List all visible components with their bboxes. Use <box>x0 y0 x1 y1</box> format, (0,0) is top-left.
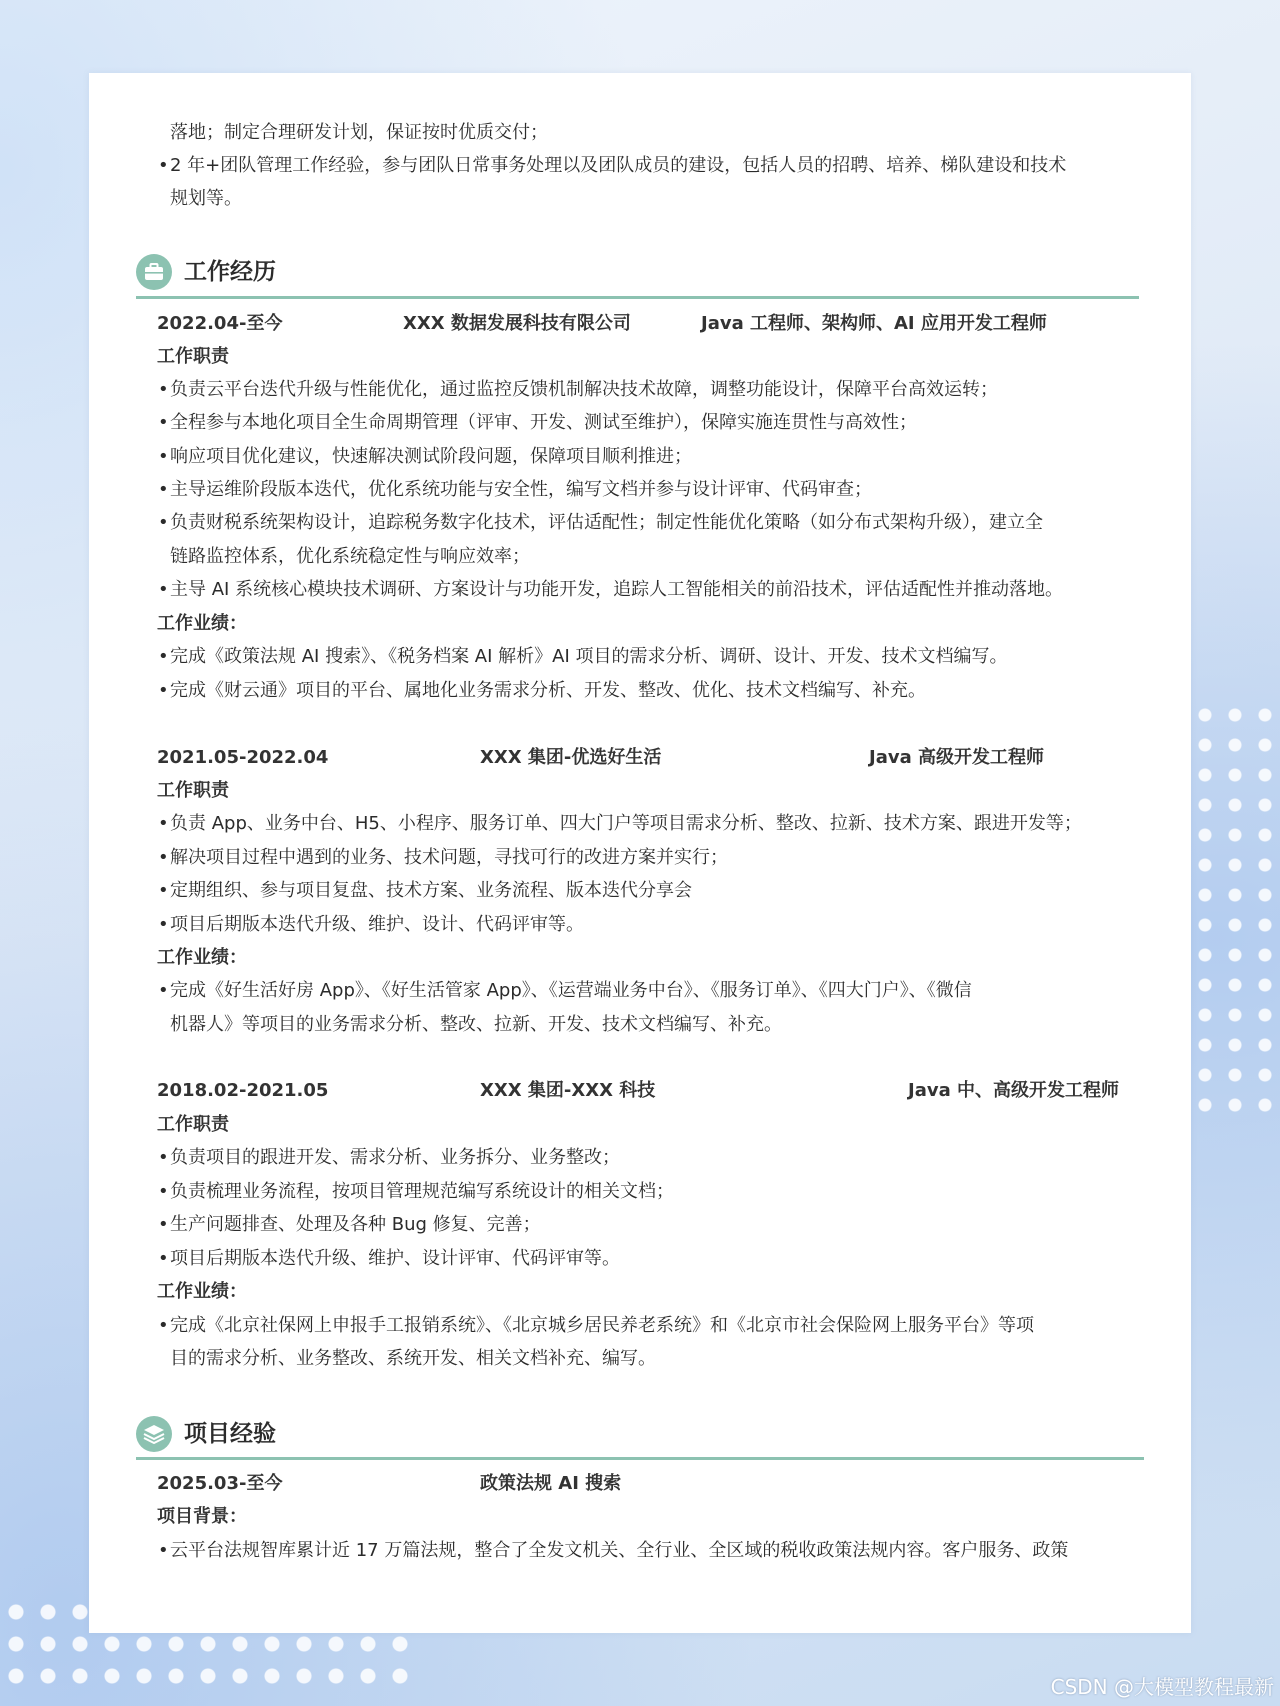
intro-line: 规划等。 <box>170 188 242 209</box>
duty-item: • 定期组织、参与项目复盘、技术方案、业务流程、版本迭代分享会 <box>170 877 692 905</box>
achievement-item-continued: 目的需求分析、业务整改、系统开发、相关文档补充、编写。 <box>170 1348 656 1369</box>
job-period: 2021.05-2022.04 <box>157 747 329 768</box>
job-role: Java 中、高级开发工程师 <box>908 1080 1119 1101</box>
project-section-rule <box>136 1457 1144 1460</box>
duties-label: 工作职责 <box>157 346 229 367</box>
job-company: XXX 集团-XXX 科技 <box>480 1080 656 1101</box>
duty-item: • 负责梳理业务流程，按项目管理规范编写系统设计的相关文档； <box>170 1178 674 1206</box>
achievement-item: • 完成《政策法规 AI 搜索》、《税务档案 AI 解析》AI 项目的需求分析、调研、设计、开发、技术文档编写。 <box>170 643 1007 671</box>
project-background-label: 项目背景： <box>157 1506 247 1527</box>
duty-item: • 全程参与本地化项目全生命周期管理（评审、开发、测试至维护），保障实施连贯性与高效性； <box>170 409 917 437</box>
decorative-dots-right <box>1190 700 1280 1120</box>
duty-item: • 负责云平台迭代升级与性能优化，通过监控反馈机制解决技术故障，调整功能设计，保障平台高效运转； <box>170 376 998 404</box>
achievements-label: 工作业绩： <box>157 947 247 968</box>
project-name: 政策法规 AI 搜索 <box>480 1473 622 1494</box>
watermark: CSDN @大模型教程最新 <box>1050 1675 1274 1699</box>
duty-item: • 负责 App、业务中台、H5、小程序、服务订单、四大门户等项目需求分析、整改、拉新、技术方案、跟进开发等； <box>170 810 1082 838</box>
job-company: XXX 集团-优选好生活 <box>480 747 662 768</box>
duty-item-continued: 链路监控体系，优化系统稳定性与响应效率； <box>170 546 530 567</box>
duty-item: • 负责项目的跟进开发、需求分析、业务拆分、业务整改； <box>170 1144 620 1172</box>
duty-item: • 解决项目过程中遇到的业务、技术问题，寻找可行的改进方案并实行； <box>170 844 728 872</box>
briefcase-icon <box>136 254 172 290</box>
job-role: Java 高级开发工程师 <box>869 747 1044 768</box>
duty-item: • 项目后期版本迭代升级、维护、设计评审、代码评审等。 <box>170 1245 620 1273</box>
achievement-item-continued: 机器人》等项目的业务需求分析、整改、拉新、开发、技术文档编写、补充。 <box>170 1014 782 1035</box>
achievement-item: • 完成《财云通》项目的平台、属地化业务需求分析、开发、整改、优化、技术文档编写、补充。 <box>170 677 926 705</box>
layers-icon <box>136 1416 172 1452</box>
intro-bullet: • 2 年+团队管理工作经验，参与团队日常事务处理以及团队成员的建设，包括人员的招聘、培养、梯队建设和技术 <box>170 152 1066 180</box>
work-section-title: 工作经历 <box>184 259 276 285</box>
job-company: XXX 数据发展科技有限公司 <box>403 313 631 334</box>
achievements-label: 工作业绩： <box>157 613 247 634</box>
duty-item: • 主导 AI 系统核心模块技术调研、方案设计与功能开发，追踪人工智能相关的前沿技术，评估适配性并推动落地。 <box>170 576 1063 604</box>
job-period: 2018.02-2021.05 <box>157 1080 329 1101</box>
duty-item: • 负责财税系统架构设计，追踪税务数字化技术，评估适配性；制定性能优化策略（如分布式架构升级），建立全 <box>170 509 1043 537</box>
duty-item: • 响应项目优化建议，快速解决测试阶段问题，保障项目顺利推进； <box>170 443 692 471</box>
intro-line: 落地；制定合理研发计划，保证按时优质交付； <box>170 122 548 143</box>
duty-item: • 生产问题排查、处理及各种 Bug 修复、完善； <box>170 1211 541 1239</box>
work-section-rule <box>136 296 1139 299</box>
duties-label: 工作职责 <box>157 1114 229 1135</box>
achievements-label: 工作业绩： <box>157 1281 247 1302</box>
project-background-item: • 云平台法规智库累计近 17 万篇法规，整合了全发文机关、全行业、全区域的税收政策法规内容。客户服务、政策 <box>170 1537 1068 1565</box>
achievement-item: • 完成《北京社保网上申报手工报销系统》、《北京城乡居民养老系统》和《北京市社会保险网上服务平台》等项 <box>170 1312 1034 1340</box>
duty-item: • 项目后期版本迭代升级、维护、设计、代码评审等。 <box>170 911 584 939</box>
project-period: 2025.03-至今 <box>157 1473 283 1494</box>
project-section-title: 项目经验 <box>184 1421 276 1447</box>
achievement-item: • 完成《好生活好房 App》、《好生活管家 App》、《运营端业务中台》、《服务订单》、《四大门户》、《微信 <box>170 977 972 1005</box>
duties-label: 工作职责 <box>157 780 229 801</box>
duty-item: • 主导运维阶段版本迭代，优化系统功能与安全性，编写文档并参与设计评审、代码审查； <box>170 476 872 504</box>
job-period: 2022.04-至今 <box>157 313 283 334</box>
job-role: Java 工程师、架构师、AI 应用开发工程师 <box>701 313 1047 334</box>
